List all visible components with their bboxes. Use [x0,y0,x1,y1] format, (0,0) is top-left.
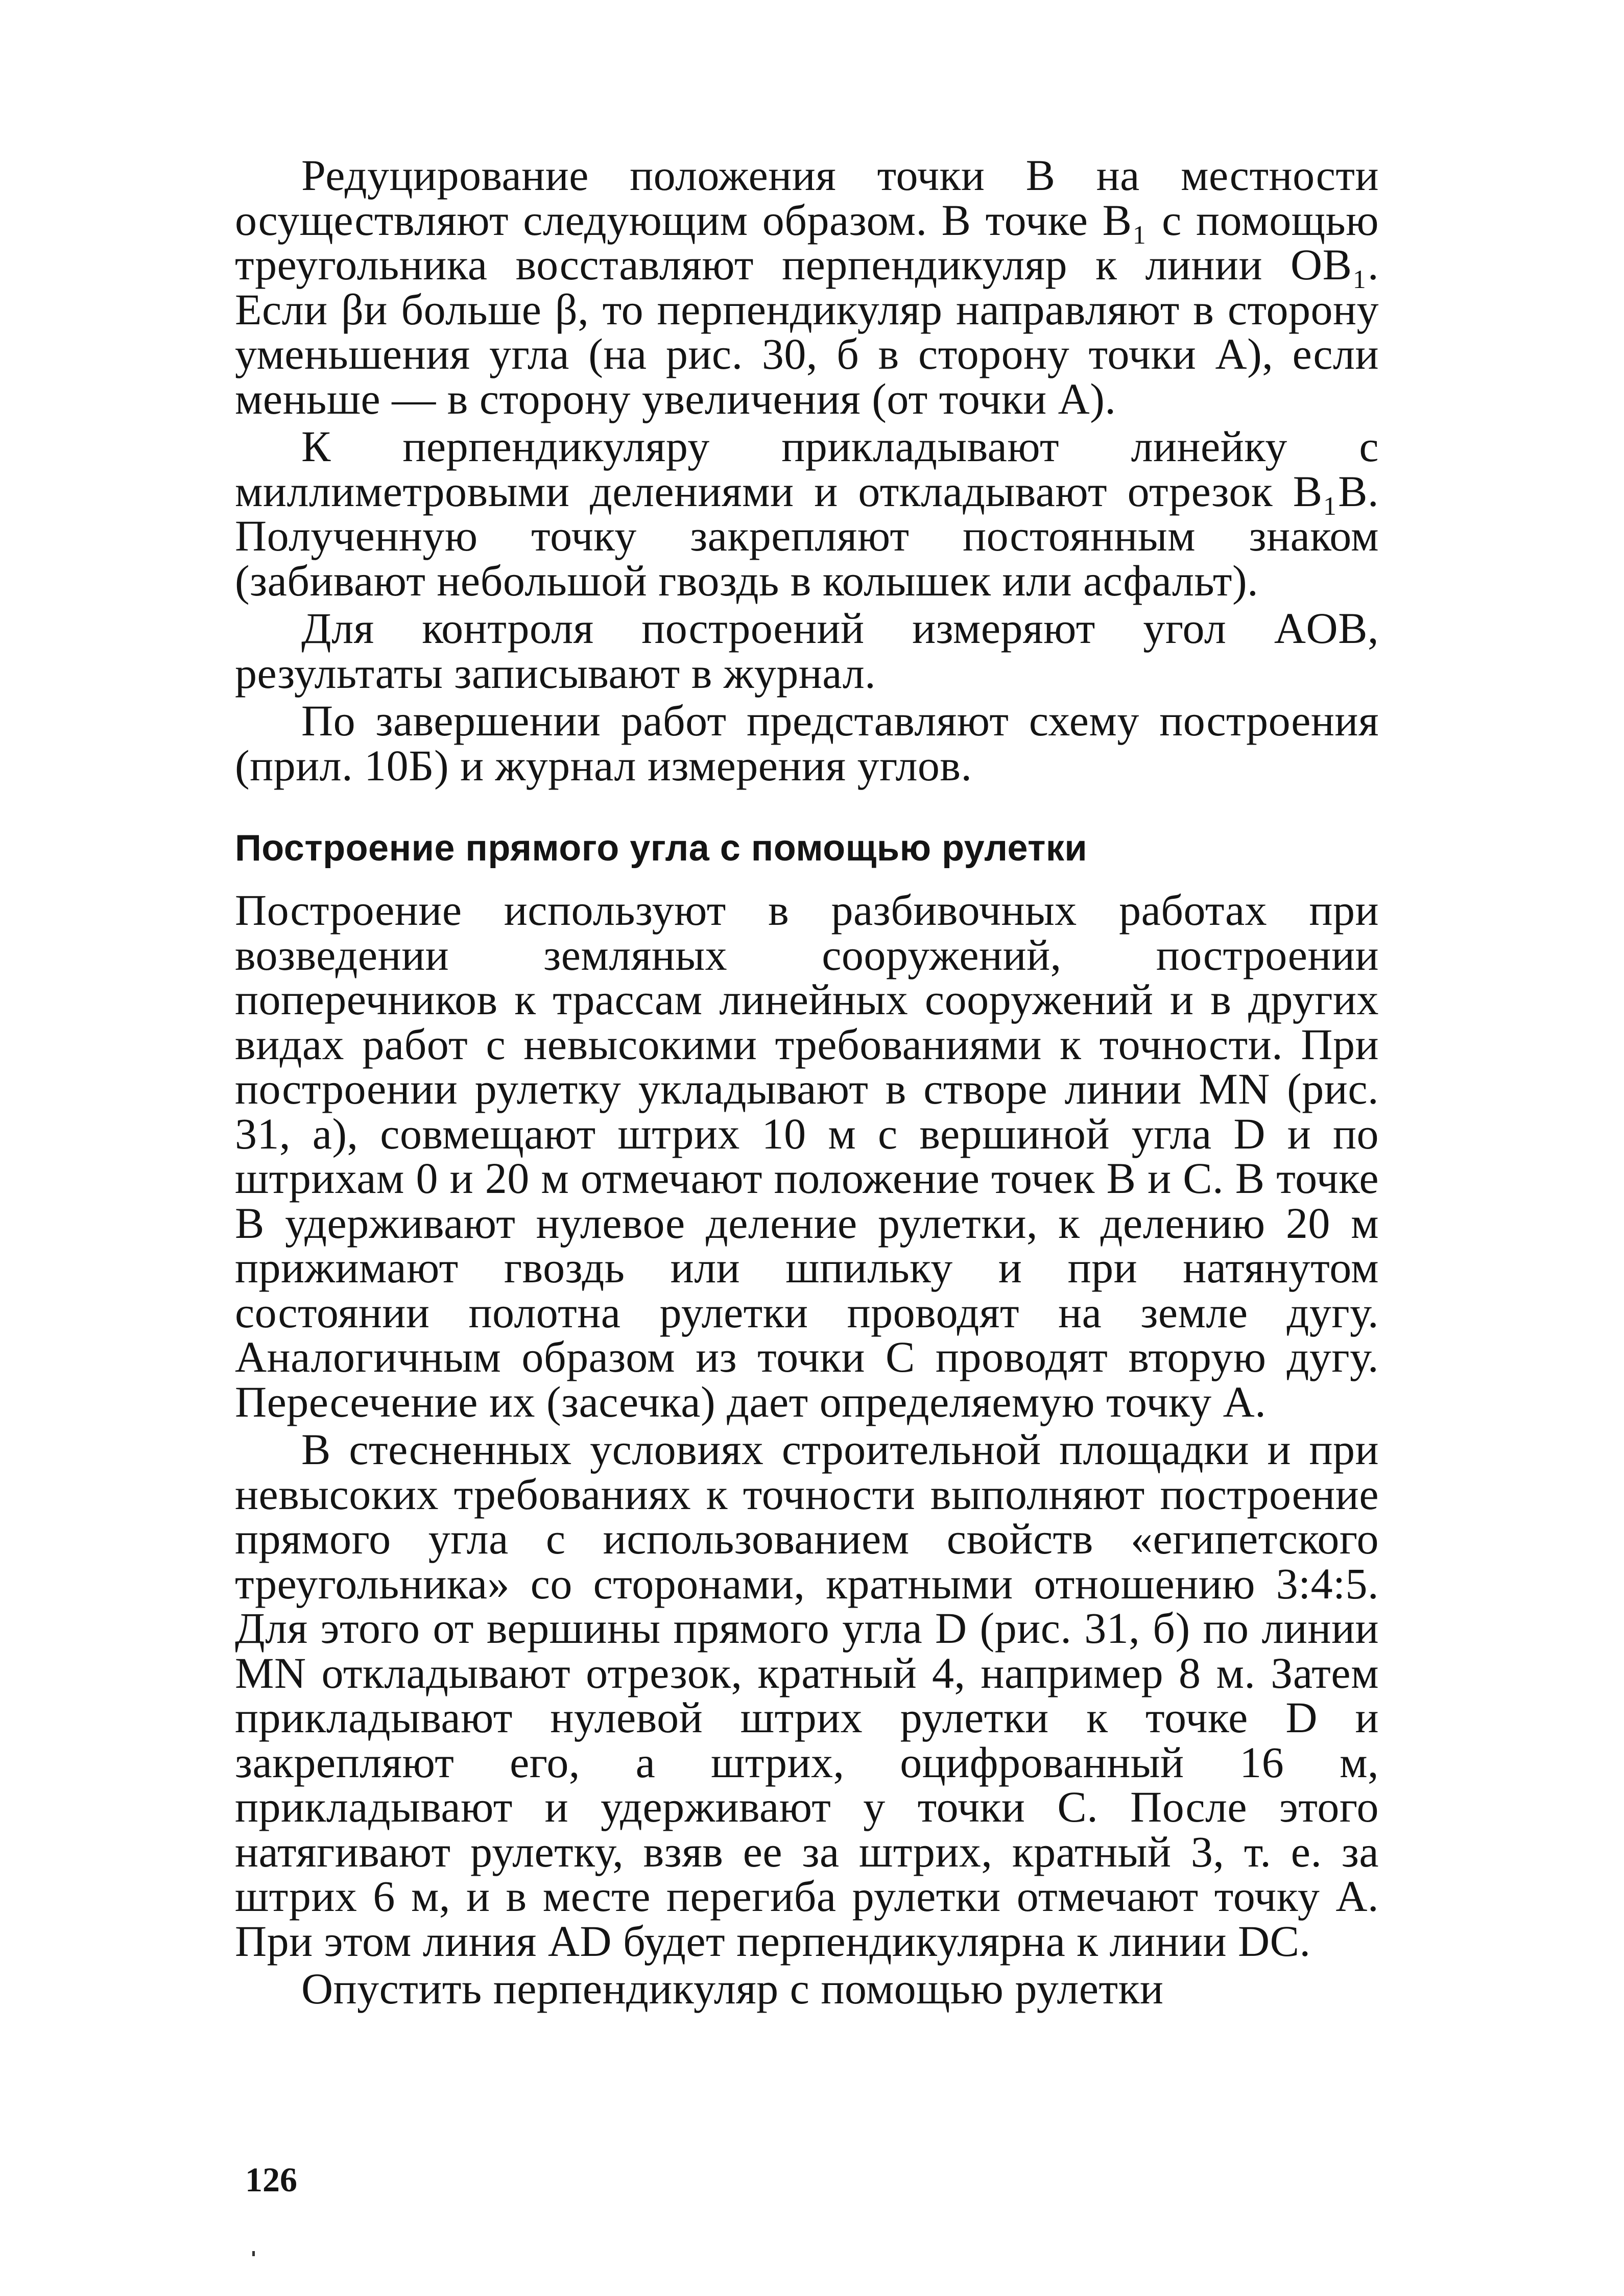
text-column [235,153,1379,2012]
print-speck [252,2251,255,2256]
paragraph-perpendicular-ruler: К перпендикуляру прикладывают линейку с миллиметровыми делениями и откладывают отрезок B₁B. Полученную точку закрепляют постоянным знаком (забивают небольшой гвоздь в колышек или асфальт). [235,422,1379,605]
paragraph-drop-perpendicular: Опустить перпендикуляр с помощью рулетки [301,1964,1164,2013]
paragraph-tape-construction: Построение используют в разбивочных работах при возведении земляных сооружений, построении поперечников к трассам линейных сооружений и в других видах работ с невысокими требованиями к точности. При построении рулетку укладывают в створе линии MN (рис. 31, а), совмещают штрих 10 м с вершиной угла D и по штрихам 0 и 20 м отмечают положение точек B и C. В точке B удерживают нулевое деление рулетки, к делению 20 м прижимают гвоздь или шпильку и при натянутом состоянии полотна рулетки проводят на земле дугу. Аналогичным образом из точки C проводят вторую дугу. Пересечение их (засечка) дает определяемую точку A. [235,886,1379,1426]
paragraph-reduction: Редуцирование положения точки B на местности осуществляют следующим образом. В точке B₁ с помощью треугольника восставляют перпендикуляр к линии OB₁. Если βи больше β, то перпендикуляр направляют в сторону уменьшения угла (на рис. 30, б в сторону точки A), если меньше — в сторону увеличения (от точки A). [235,151,1379,423]
paragraph-completion: По завершении работ представляют схему построения (прил. 10Б) и журнал измерения углов. [235,696,1379,790]
page-number: 126 [245,2160,297,2199]
paragraph-angle-control: Для контроля построений измеряют угол AOB, результаты записывают в журнал. [235,604,1379,698]
section-heading: Построение прямого угла с помощью рулетки [235,828,1088,869]
paragraph-egyptian-triangle: В стесненных условиях строительной площадки и при невысоких требованиях к точности выполняют построение прямого угла с использованием свойств «египетского треугольника» со сторонами, кратными отношению 3:4:5. Для этого от вершины прямого угла D (рис. 31, б) по линии MN откладывают отрезок, кратный 4, например 8 м. Затем прикладывают нулевой штрих рулетки к точке D и закрепляют его, а штрих, оцифрованный 16 м, прикладывают и удерживают у точки C. После этого натягивают рулетку, взяв ее за штрих, кратный 3, т. е. за штрих 6 м, и в месте перегиба рулетки отмечают точку A. При этом линия AD будет перпендикулярна к линии DC. [235,1425,1379,1966]
